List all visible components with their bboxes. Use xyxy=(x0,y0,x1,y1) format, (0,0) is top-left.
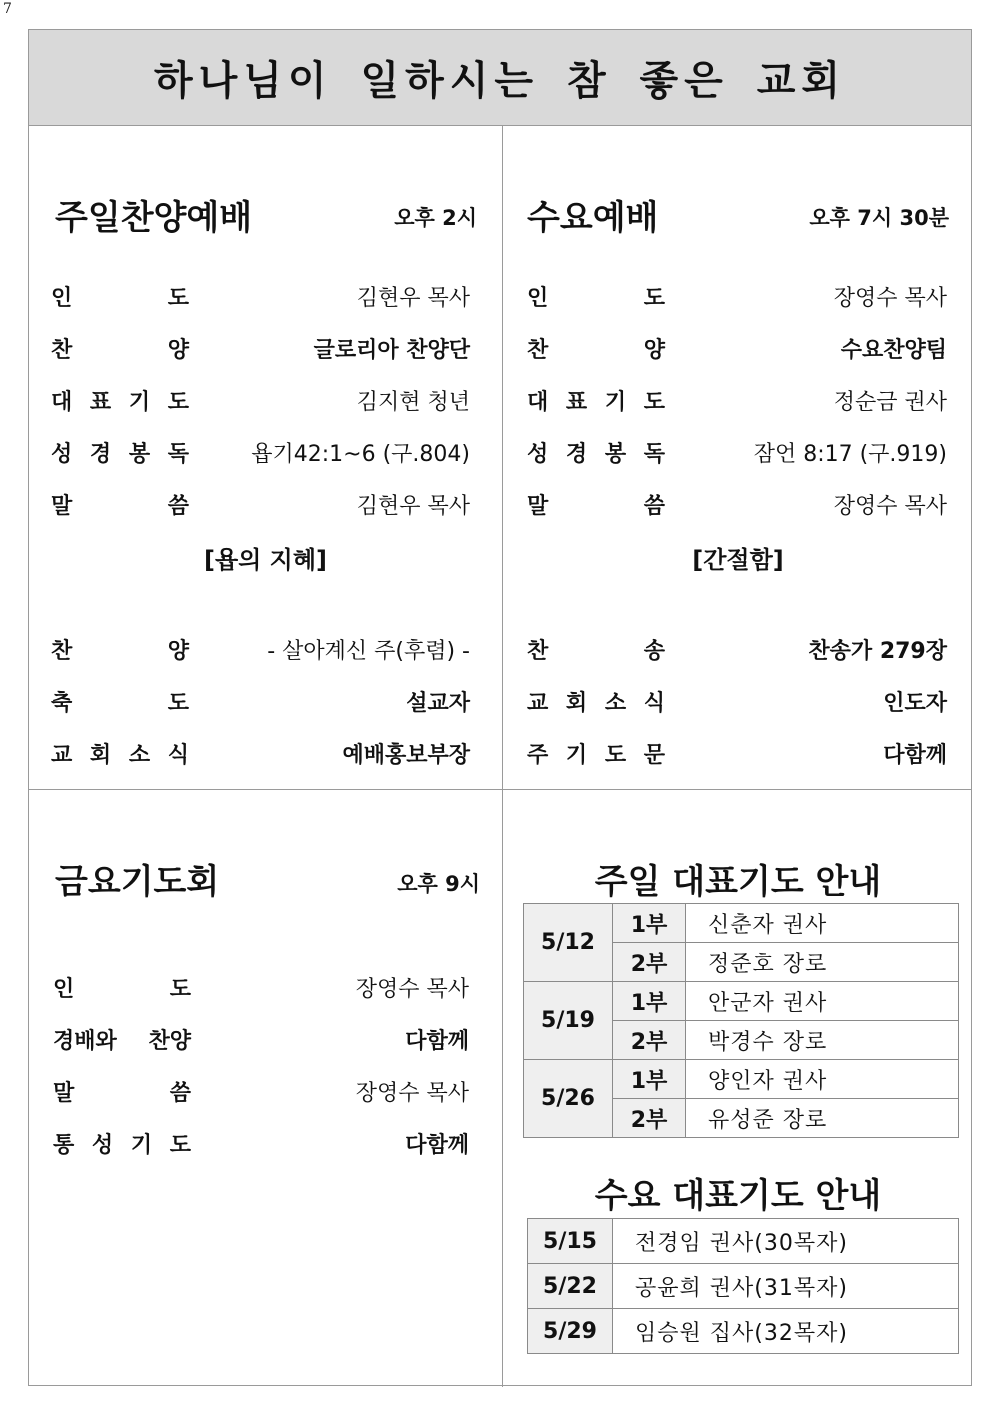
sunday-service-label-char: 도 xyxy=(167,389,189,415)
sunday-service-label-char: 도 xyxy=(167,690,189,716)
friday-service-title: 금요기도회 xyxy=(55,862,220,902)
wednesday-service-label xyxy=(527,333,665,364)
friday-service-row xyxy=(53,1126,469,1160)
sunday-service-label-char: 기 xyxy=(128,389,151,415)
sunday-service-label-char: 씀 xyxy=(167,493,189,519)
bulletin-frame xyxy=(28,29,972,1386)
sunday-service-label xyxy=(51,281,189,312)
sunday-service-label-char: 도 xyxy=(167,285,189,311)
sunday-service-label-char: 찬 xyxy=(51,638,73,664)
sunday-service-section xyxy=(29,126,502,789)
sunday-service-label xyxy=(51,686,189,717)
friday-service-label-char: 찬양 xyxy=(148,1028,191,1054)
sunday-service-label-char: 인 xyxy=(51,285,73,311)
sunday-service-label xyxy=(51,489,189,520)
wednesday-service-label xyxy=(527,634,665,665)
friday-service-value: 장영수 목사 xyxy=(355,1080,469,1106)
wednesday-service-label-char: 식 xyxy=(643,690,665,716)
wednesday-service-value: 잠언 8:17 (구.919) xyxy=(753,441,947,467)
sunday-prayer-date: 5/12 xyxy=(524,904,613,982)
sunday-prayer-row xyxy=(524,982,959,1021)
wednesday-service-row xyxy=(527,383,947,417)
sunday-service-label-char: 소 xyxy=(128,742,151,768)
sunday-service-label-char: 봉 xyxy=(128,441,151,467)
sunday-service-label xyxy=(51,738,189,769)
sunday-service-label xyxy=(51,634,189,665)
wednesday-service-label-char: 회 xyxy=(565,690,588,716)
sunday-prayer-name: 양인자 권사 xyxy=(686,1060,959,1099)
wednesday-service-label-char: 표 xyxy=(565,389,588,415)
wednesday-service-label-char: 양 xyxy=(643,337,665,363)
friday-service-value: 장영수 목사 xyxy=(355,976,469,1002)
sunday-service-row xyxy=(51,632,470,666)
friday-service-row xyxy=(53,1022,469,1056)
wednesday-service-value: 인도자 xyxy=(883,690,947,716)
sunday-prayer-date: 5/19 xyxy=(524,982,613,1060)
sunday-service-value: 욥기42:1~6 (구.804) xyxy=(251,441,470,467)
wednesday-service-label-char: 기 xyxy=(604,389,627,415)
sunday-service-value: - 살아계신 주(후렴) - xyxy=(267,638,470,664)
page-title: 하나님이 일하시는 참 좋은 교회 xyxy=(153,58,847,104)
wednesday-service-label-char: 도 xyxy=(643,389,665,415)
friday-service-label-char: 경배와 xyxy=(53,1028,117,1054)
sunday-service-row xyxy=(51,684,470,718)
friday-service-label xyxy=(53,1076,191,1107)
friday-service-label xyxy=(53,1128,191,1159)
wednesday-prayer-date: 5/29 xyxy=(528,1309,613,1354)
friday-service-row xyxy=(53,1074,469,1108)
sunday-prayer-part: 2부 xyxy=(613,1099,686,1138)
sunday-service-label-char: 대 xyxy=(51,389,73,415)
wednesday-service-label-char: 소 xyxy=(604,690,627,716)
friday-service-section xyxy=(29,790,502,1387)
friday-service-label-char: 성 xyxy=(91,1132,114,1158)
friday-service-value: 다함께 xyxy=(405,1132,469,1158)
wednesday-service-label-char: 말 xyxy=(527,493,549,519)
sunday-prayer-part: 1부 xyxy=(613,982,686,1021)
sunday-service-label-char: 찬 xyxy=(51,337,73,363)
friday-service-label-char: 도 xyxy=(169,1132,191,1158)
wednesday-prayer-date: 5/15 xyxy=(528,1219,613,1264)
sunday-service-label xyxy=(51,333,189,364)
wednesday-prayer-row xyxy=(528,1264,959,1309)
wednesday-service-label-char: 씀 xyxy=(643,493,665,519)
sunday-prayer-part: 1부 xyxy=(613,904,686,943)
wednesday-service-value: 장영수 목사 xyxy=(833,493,947,519)
wednesday-service-label-char: 주 xyxy=(527,742,549,768)
wednesday-service-label-char: 찬 xyxy=(527,638,549,664)
wednesday-service-label-char: 송 xyxy=(643,638,665,664)
sunday-prayer-name: 안군자 권사 xyxy=(686,982,959,1021)
wednesday-prayer-row xyxy=(528,1309,959,1354)
sunday-service-label-char: 회 xyxy=(89,742,112,768)
wednesday-sermon-title: [간절함] xyxy=(692,546,784,574)
wednesday-service-label xyxy=(527,738,665,769)
sunday-service-value: 김현우 목사 xyxy=(356,285,470,311)
sunday-service-label-char: 독 xyxy=(167,441,189,467)
sunday-prayer-table xyxy=(523,903,959,1138)
wednesday-service-row xyxy=(527,279,947,313)
sunday-service-row xyxy=(51,736,470,770)
sunday-prayer-name: 박경수 장로 xyxy=(686,1021,959,1060)
wednesday-service-label-char: 성 xyxy=(527,441,549,467)
friday-service-label xyxy=(53,972,191,1003)
friday-service-label-char: 인 xyxy=(53,976,75,1002)
sunday-service-value: 김현우 목사 xyxy=(356,493,470,519)
sunday-prayer-part: 2부 xyxy=(613,1021,686,1060)
wednesday-prayer-row xyxy=(528,1219,959,1264)
sunday-service-label xyxy=(51,437,189,468)
wednesday-service-label-char: 대 xyxy=(527,389,549,415)
sunday-prayer-name: 신춘자 권사 xyxy=(686,904,959,943)
wednesday-service-row xyxy=(527,331,947,365)
sunday-service-label-char: 식 xyxy=(167,742,189,768)
wednesday-prayer-name: 임승원 집사(32목자) xyxy=(613,1309,959,1354)
wednesday-service-label-char: 기 xyxy=(565,742,588,768)
wednesday-service-label-char: 찬 xyxy=(527,337,549,363)
sunday-service-label-char: 경 xyxy=(89,441,112,467)
sunday-service-value: 글로리아 찬양단 xyxy=(313,337,470,363)
sunday-service-row xyxy=(51,487,470,521)
sunday-service-label-char: 성 xyxy=(51,441,73,467)
sunday-service-label-char: 표 xyxy=(89,389,112,415)
wednesday-service-row xyxy=(527,684,947,718)
sunday-prayer-title: 주일 대표기도 안내 xyxy=(594,862,882,902)
wednesday-service-title: 수요예배 xyxy=(527,198,659,238)
prayer-schedule-section xyxy=(503,790,973,1387)
wednesday-service-label-char: 봉 xyxy=(604,441,627,467)
sunday-sermon-title: [욥의 지혜] xyxy=(203,546,328,574)
sunday-service-row xyxy=(51,279,470,313)
friday-service-row xyxy=(53,970,469,1004)
sunday-service-title: 주일찬양예배 xyxy=(55,198,253,238)
sunday-prayer-row xyxy=(524,904,959,943)
wednesday-service-row xyxy=(527,736,947,770)
sunday-service-value: 예배홍보부장 xyxy=(342,742,470,768)
friday-service-label xyxy=(53,1024,191,1055)
friday-service-label-char: 도 xyxy=(169,976,191,1002)
wednesday-service-value: 장영수 목사 xyxy=(833,285,947,311)
sunday-service-value: 설교자 xyxy=(406,690,470,716)
wednesday-service-label-char: 도 xyxy=(643,285,665,311)
sunday-prayer-part: 2부 xyxy=(613,943,686,982)
wednesday-service-row xyxy=(527,435,947,469)
wednesday-service-label-char: 독 xyxy=(643,441,665,467)
sunday-service-label-char: 말 xyxy=(51,493,73,519)
friday-service-label-char: 기 xyxy=(130,1132,153,1158)
wednesday-prayer-name: 전경임 권사(30목자) xyxy=(613,1219,959,1264)
wednesday-service-label-char: 인 xyxy=(527,285,549,311)
sunday-prayer-part: 1부 xyxy=(613,1060,686,1099)
sunday-service-label-char: 교 xyxy=(51,742,73,768)
sunday-prayer-row xyxy=(524,1060,959,1099)
sunday-service-row xyxy=(51,331,470,365)
wednesday-service-value: 찬송가 279장 xyxy=(808,638,947,664)
wednesday-service-label-char: 교 xyxy=(527,690,549,716)
sunday-service-time: 오후 2시 xyxy=(394,206,477,230)
friday-service-time: 오후 9시 xyxy=(397,872,480,896)
sunday-service-row xyxy=(51,435,470,469)
wednesday-service-time: 오후 7시 30분 xyxy=(809,206,949,230)
sunday-prayer-name: 유성준 장로 xyxy=(686,1099,959,1138)
friday-service-label-char: 씀 xyxy=(169,1080,191,1106)
friday-service-value: 다함께 xyxy=(405,1028,469,1054)
wednesday-prayer-title: 수요 대표기도 안내 xyxy=(594,1176,882,1216)
wednesday-service-label xyxy=(527,489,665,520)
sunday-prayer-date: 5/26 xyxy=(524,1060,613,1138)
sunday-prayer-name: 정준호 장로 xyxy=(686,943,959,982)
wednesday-service-row xyxy=(527,487,947,521)
sunday-service-value: 김지현 청년 xyxy=(356,389,470,415)
wednesday-prayer-date: 5/22 xyxy=(528,1264,613,1309)
wednesday-service-label-char: 도 xyxy=(604,742,627,768)
wednesday-service-section xyxy=(503,126,973,789)
wednesday-service-value: 수요찬양팀 xyxy=(840,337,947,363)
wednesday-service-label-char: 문 xyxy=(643,742,665,768)
wednesday-prayer-name: 공윤희 권사(31목자) xyxy=(613,1264,959,1309)
sunday-service-label-char: 양 xyxy=(167,337,189,363)
header-banner xyxy=(29,30,971,126)
sunday-service-label-char: 양 xyxy=(167,638,189,664)
wednesday-service-label xyxy=(527,686,665,717)
wednesday-service-value: 다함께 xyxy=(883,742,947,768)
wednesday-service-row xyxy=(527,632,947,666)
sunday-service-label xyxy=(51,385,189,416)
friday-service-label-char: 말 xyxy=(53,1080,75,1106)
wednesday-service-value: 정순금 권사 xyxy=(833,389,947,415)
page-number: 7 xyxy=(3,1,12,17)
friday-service-label-char: 통 xyxy=(53,1132,75,1158)
sunday-service-row xyxy=(51,383,470,417)
wednesday-prayer-table xyxy=(527,1218,959,1354)
wednesday-service-label-char: 경 xyxy=(565,441,588,467)
wednesday-service-label xyxy=(527,437,665,468)
wednesday-service-label xyxy=(527,385,665,416)
sunday-service-label-char: 축 xyxy=(51,690,73,716)
wednesday-service-label xyxy=(527,281,665,312)
